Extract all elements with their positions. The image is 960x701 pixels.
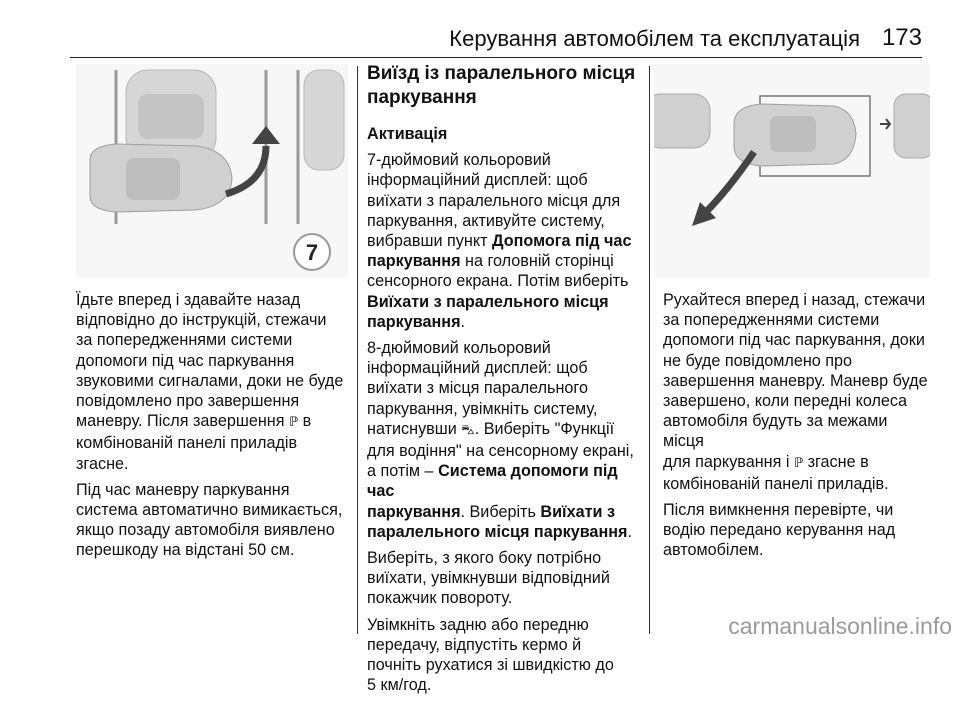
paragraph: Їдьте вперед і здавайте назад відповідно до інструкцій, стежачи за попередженнями системи допомоги під час паркування звуковими сигналами, доки не буде повідомлено про завершення маневру. Після завершення ℙ в комбінованій панелі приладів згасне. — [76, 291, 344, 473]
section-heading: Виїзд із паралельного місця паркування — [367, 63, 636, 108]
paragraph: 7-дюймовий кольоровий інформаційний дисплей: щоб виїхати з паралельного місця для паркування, активуйте систему, вибравши пункт Допомога під час паркування на головній сторінці сенсорного екрана. Потім виберіть Виїхати з паралельного місця паркування. — [367, 151, 632, 331]
figure-badge: 7 — [305, 240, 319, 265]
paragraph: Увімкніть задню або передню передачу, відпустіть кермо й почніть рухатися зі швидкістю до 5 км/год. — [367, 615, 614, 695]
column-1-text — [76, 290, 348, 567]
paragraph: Виберіть, з якого боку потрібно виїхати, увімкнувши відповідний покажчик повороту. — [367, 549, 610, 608]
column-3-text — [663, 290, 931, 567]
paragraph: Рухайтеся вперед і назад, стежачи за попередженнями системи допомоги під час паркування, доки не буде повідомлено про завершення маневру. Маневр буде завершено, коли передні колеса автомобіля будуть за межами місця для паркування і ℙ згасне в комбінованій панелі приладів. — [663, 291, 928, 493]
figure-park-out-illustration — [654, 64, 930, 278]
header-rule — [70, 57, 922, 58]
page-header — [0, 0, 960, 58]
paragraph: 8-дюймовий кольоровий інформаційний дисплей: щоб виїхати з місця паралельного паркування, увімкніть систему, натиснувши ⛍. Виберіть "Функції для водіння" на сенсорному екрані, а потім – Система допомоги під час паркування. Виберіть Виїхати з паралельного місця паркування. — [367, 339, 634, 541]
column-separator-2 — [649, 66, 650, 634]
page-number: 173 — [881, 24, 922, 51]
figure-park-in-illustration — [76, 64, 348, 278]
paragraph: Під час маневру паркування система автоматично вимикається, якщо позаду автомобіля виявлено перешкоду на відстані 50 см. — [76, 480, 343, 560]
watermark: carmanualsonline.info — [728, 613, 952, 639]
parking-assist-icon: ℙ — [288, 415, 299, 431]
column-separator-1 — [357, 66, 358, 634]
parking-assist-icon: ℙ — [793, 455, 804, 471]
subheading-activation: Активація — [367, 125, 448, 143]
car-settings-icon: ⛍ — [461, 422, 475, 438]
column-2-text — [367, 124, 637, 701]
chapter-title: Керування автомобілем та експлуатація — [449, 26, 860, 51]
paragraph: Після вимкнення перевірте, чи водію передано керування над автомобілем. — [663, 501, 896, 560]
